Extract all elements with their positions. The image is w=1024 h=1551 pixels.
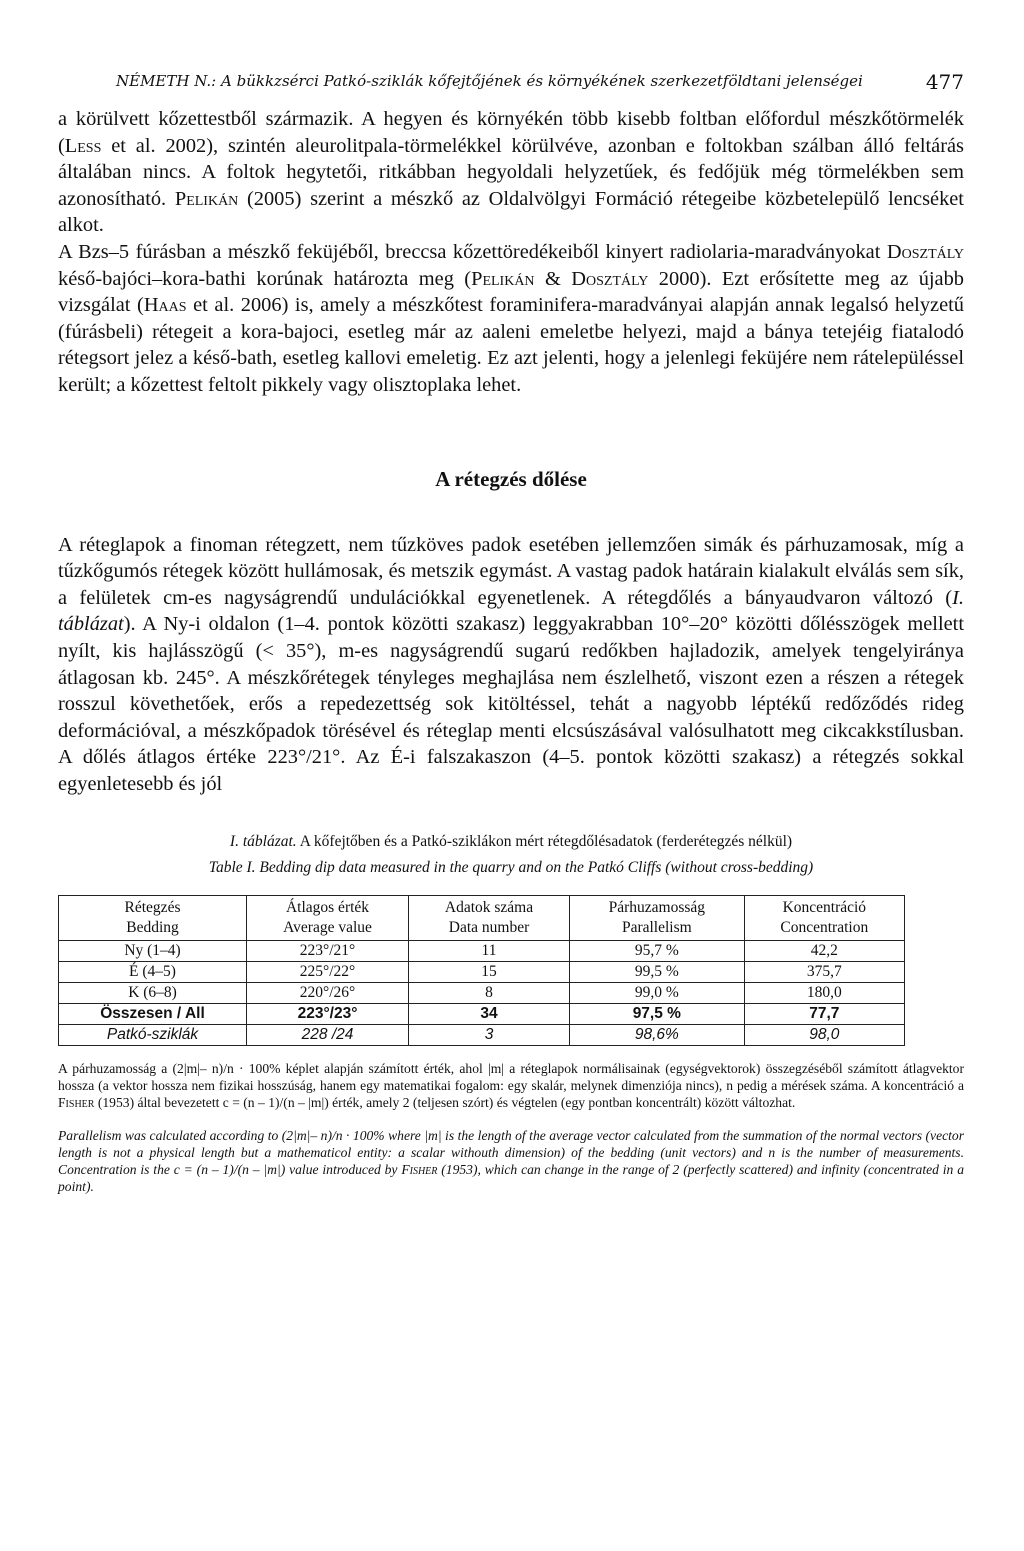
- page-number: 477: [925, 70, 964, 94]
- section-title: A rétegzés dőlése: [435, 466, 587, 491]
- author-name: Fisher: [58, 1095, 95, 1111]
- table-header-row: [59, 896, 905, 941]
- table-caption-en: Table I. Bedding dip data measured in the quarry and on the Patkó Cliffs (without cross-bedding): [208, 859, 814, 877]
- text-run: et al. 2006) is, amely a mészkőtest foraminifera-maradványai alapján annak legalsó helyzetű (fúrásbeli) rétegeit a kora-bajoci, esetleg már az aaleni emeletbe helyezi, majd a bánya tetejéig fiatalodó rétegsort jelez a késő-bath, esetleg kallovi emeletig. Ez azt jelenti, hogy a jelenlegi feküjére nem rátelepüléssel került; a kőzettest feltolt pikkely vagy olisztoplaka lehet.: [58, 294, 964, 396]
- text-run: ). A Ny-i oldalon (1–4. pontok közötti szakasz) leggyakrabban 10°–20° közötti dőlésszögek mellett nyílt, kis hajlásszögű (< 35°), m-es nagyságrendű sugarú redőkben hajladozik, amelyek tengelyiránya átlagosan kb. 245°. A mészkőrétegek tényleges meghajlása nem észlelhető, viszont ezen a részen a rétegek rosszul követhetőek, erős a repedezettség sok kitöltéssel, tehát a nagyobb léptékű redőződés rideg deformációval, a mészkőpadok törésével és réteglap menti elcsúszásával valósulhatott meg cikcakkstílusban. A dőlés átlagos értéke 223°/21°. Az É-i falszakaszon (4–5. pontok közötti szakasz) a rétegzés sokkal egyenletesebb és jól: [58, 613, 964, 795]
- header-cell: Koncentráció Concentration: [744, 896, 904, 941]
- paragraph: [58, 106, 964, 239]
- table-label: I. táblázat.: [229, 833, 297, 851]
- author-name: Dosztály: [886, 240, 964, 263]
- author-name: Dosztály: [571, 267, 649, 290]
- table-row-total: Összesen / All 223°/23° 34 97,5 % 77,7: [59, 1004, 905, 1025]
- page: [58, 72, 964, 1195]
- text-run: (1953) által bevezetett c = (n – 1)/(n – |m|) érték, amely 2 (teljesen szórt) és végtelen (egy pontban koncentrált) között változhat.: [94, 1095, 796, 1111]
- paragraph: [58, 239, 964, 399]
- running-head: [58, 72, 964, 106]
- paragraph: [58, 532, 964, 798]
- text-run: A párhuzamosság a (2|m|– n)/n · 100% képlet alapján számított érték, ahol |m| a réteglapok normálisainak (egységvektorok) összegzéséből számított átlagvektor hossza (a vektor hossza nem fizikai hosszúság, hanem egy matematikai fogalom: egy skalár, melynek dimenziója nincs), n pedig a mérések száma. A koncentráció a: [58, 1061, 964, 1094]
- text-run: (2005) szerint a mészkő az Oldalvölgyi Formáció rétegeibe közbetelepülő lencséket alkot.: [58, 187, 964, 237]
- table-row: K (6–8) 220°/26° 8 99,0 % 180,0: [59, 983, 905, 1004]
- text-run: a körülvett kőzettestből származik. A hegyen és környékén több kisebb foltban előfordul mészkőtörmelék (: [58, 108, 964, 157]
- author-name: Pelikán: [174, 187, 239, 210]
- text-run: &: [534, 267, 572, 290]
- text-run: A réteglapok a finoman rétegzett, nem tűzköves padok esetében jellemzően simák és párhuzamosak, míg a tűzkőgumós rétegek között hullámosak, és metszik egymást. A vastag padok határain kialakult elválás sem sík, a felületek cm-es nagyságrendű undulációkkal egyenetlenek. A rétegdőlés a bányaudvaron változó (: [58, 533, 964, 609]
- author-name: Pelikán: [471, 267, 535, 290]
- author-name: Haas: [143, 294, 187, 317]
- section-body: [58, 532, 964, 798]
- body-text: [58, 106, 964, 399]
- table-reference: I. táblázat: [58, 586, 964, 636]
- running-title: NÉMETH N.: A bükkzsérci Patkó-sziklák kőfejtőjének és környékének szerkezetföldtani jelenségei: [116, 72, 863, 90]
- text-run: 2000). Ezt erősítette meg az újabb vizsgálat (: [58, 267, 965, 317]
- text-run: A Bzs–5 fúrásban a mészkő feküjéből, breccsa kőzettöredékeiből kinyert radiolaria-maradványokat: [58, 240, 887, 263]
- table-row: Ny (1–4) 223°/21° 11 95,7 % 42,2: [59, 941, 905, 962]
- table-row-patko: Patkó-sziklák 228 /24 3 98,6% 98,0: [59, 1025, 905, 1046]
- table-caption: [58, 829, 964, 881]
- table-note-en: [58, 1127, 964, 1195]
- text-run: (1953), which can change in the range of 2 (perfectly scattered) and infinity (concentrated in a point).: [58, 1162, 964, 1195]
- text-run: et al. 2002), szintén aleurolitpala-törmelékkel körülvéve, azonban e foltokban szálban álló feltárás általában nincs. A foltok hegytetői, ritkábban hegyoldali helyzetűek, és fedőjük még törmelékben sem azonosítható.: [58, 134, 964, 210]
- header-cell: Átlagos érték Average value: [247, 896, 409, 941]
- header-cell: Adatok száma Data number: [409, 896, 570, 941]
- bedding-dip-table: [58, 895, 905, 1046]
- text-run: Parallelism was calculated according to (2|m|– n)/n · 100% where |m| is the length of the average vector calculated from the summation of the normal vectors (vector length is not a physical length but a mathematicol entity: a scalar withouth dimension) of the bedding (unit vectors) and n is the number of measurements. Concentration is the c = (n – 1)/(n – |m|) value introduced by: [58, 1128, 964, 1178]
- table-row: É (4–5) 225°/22° 15 99,5 % 375,7: [59, 962, 905, 983]
- table-note-hu: [58, 1060, 964, 1111]
- header-cell: Rétegzés Bedding: [59, 896, 247, 941]
- table-caption-hu: I. táblázat. A kőfejtőben és a Patkó-sziklákon mért rétegdőlésadatok (ferderétegzés nélkül): [229, 833, 793, 851]
- text-run: késő-bajóci–kora-bathi korúnak határozta meg (: [58, 267, 472, 290]
- header-cell: Párhuzamosság Parallelism: [570, 896, 745, 941]
- author-name: Less: [64, 134, 102, 157]
- author-name: Fisher: [401, 1162, 438, 1178]
